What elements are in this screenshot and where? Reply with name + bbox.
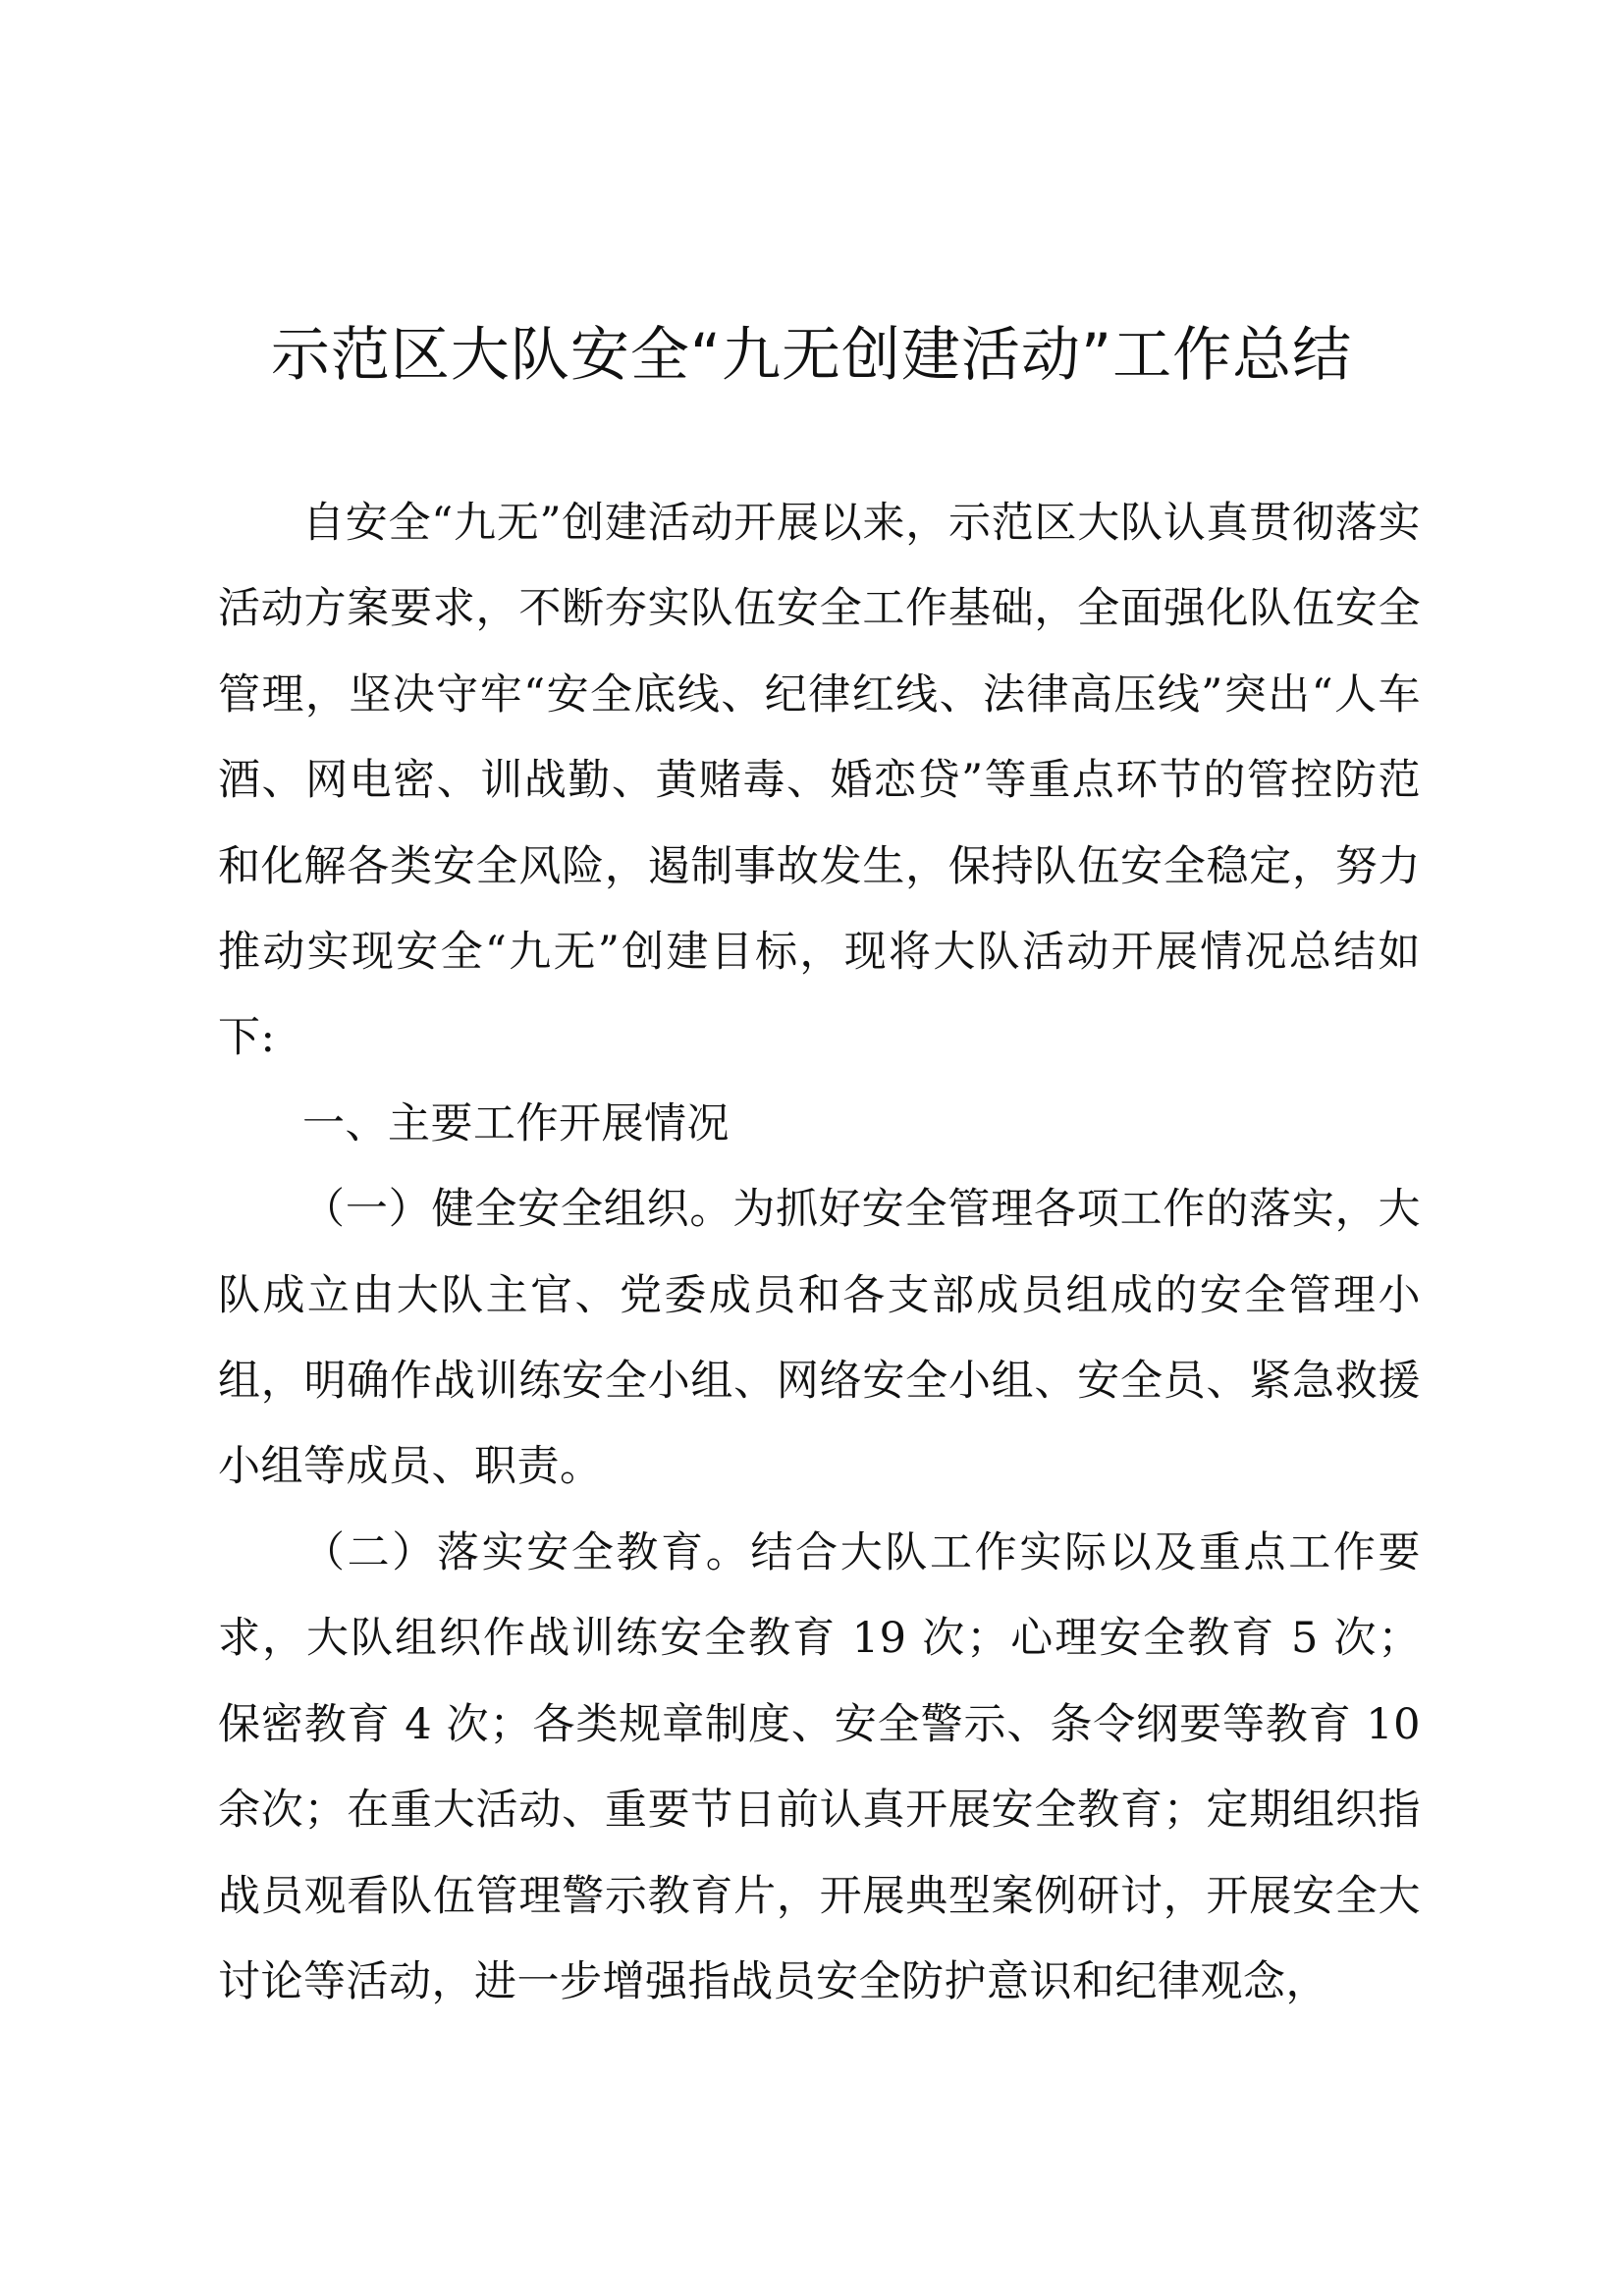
document-title: 示范区大队安全“九无创建活动”工作总结 xyxy=(270,321,1353,390)
paragraph-item-2: （二）落实安全教育。结合大队工作实际以及重点工作要求，大队组织作战训练安全教育 19 次；心理安全教育 5 次；保密教育 4 次；各类规章制度、安全警示、条令纲要等教育 10 余次；在重大活动、重要节日前认真开展安全教育；定期组织指战员观看队伍管理警示教育片，开展典型案例研讨，开展安全大讨论等活动，进一步增强指战员安全防护意识和纪律观念， xyxy=(218,1527,1421,2006)
document-body xyxy=(218,481,1421,2025)
paragraph-item-1: （一）健全安全组织。为抓好安全管理各项工作的落实，大队成立由大队主官、党委成员和各支部成员组成的安全管理小组，明确作战训练安全小组、网络安全小组、安全员、紧急救援小组等成员、职责。 xyxy=(218,1185,1421,1492)
section-heading: 一、主要工作开展情况 xyxy=(302,1098,730,1148)
intro-paragraph: 自安全“九无”创建活动开展以来，示范区大队认真贯彻落实活动方案要求，不断夯实队伍安全工作基础，全面强化队伍安全管理，坚决守牢“安全底线、纪律红线、法律高压线”突出“人车酒、网电密、训战勤、黄赌毒、婚恋贷”等重点环节的管控防范和化解各类安全风险，遏制事故发生，保持队伍安全稳定，努力推动实现安全“九无”创建目标，现将大队活动开展情况总结如下: xyxy=(218,499,1421,1063)
